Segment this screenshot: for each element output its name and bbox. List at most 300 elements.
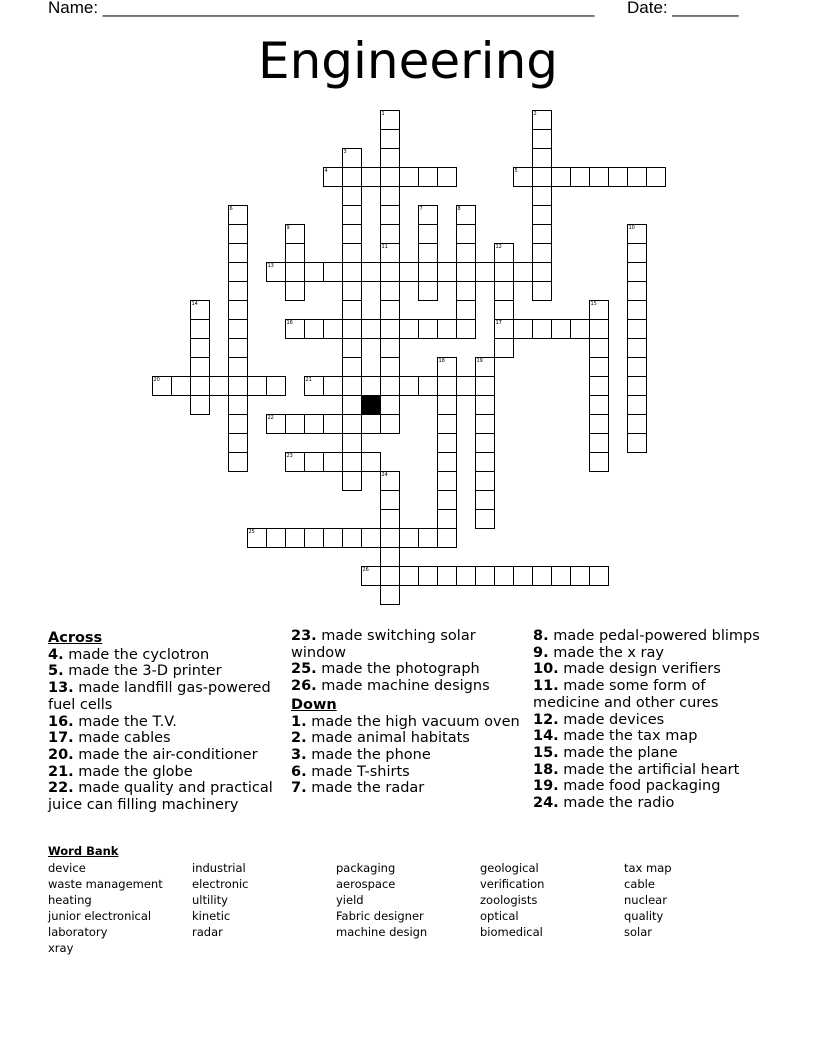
crossword-cell[interactable] (342, 167, 362, 187)
crossword-cell[interactable] (228, 300, 248, 320)
clue-number: 18 (438, 357, 445, 364)
clue-text: made quality and practical juice can filling machinery (48, 780, 273, 814)
crossword-cell[interactable] (190, 338, 210, 358)
crossword-cell[interactable] (228, 414, 248, 434)
crossword-cell[interactable] (323, 452, 343, 472)
crossword-cell[interactable] (380, 395, 400, 415)
clue-number-label: 21. (48, 763, 74, 780)
crossword-cell[interactable] (361, 452, 381, 472)
crossword-cell[interactable] (228, 452, 248, 472)
crossword-cell[interactable] (437, 471, 457, 491)
clue-item (48, 730, 288, 747)
crossword-cell[interactable] (247, 376, 267, 396)
crossword-cell[interactable] (266, 376, 286, 396)
crossword-cell[interactable] (494, 300, 514, 320)
crossword-cell[interactable] (475, 376, 495, 396)
crossword-cell[interactable] (190, 300, 210, 320)
crossword-cell[interactable] (380, 319, 400, 339)
crossword-cell[interactable] (418, 262, 438, 282)
crossword-cell[interactable] (228, 243, 248, 263)
clue-number-label: 17. (48, 730, 74, 747)
crossword-cell[interactable] (361, 528, 381, 548)
crossword-cell[interactable] (418, 528, 438, 548)
crossword-cell[interactable] (190, 319, 210, 339)
clue-item (533, 712, 773, 729)
crossword-cell[interactable] (228, 395, 248, 415)
crossword-cell[interactable] (456, 281, 476, 301)
crossword-cell[interactable] (494, 243, 514, 263)
crossword-cell[interactable] (342, 376, 362, 396)
crossword-cell[interactable] (437, 319, 457, 339)
clue-number: 8 (457, 205, 461, 212)
clue-text: made T-shirts (306, 763, 410, 780)
crossword-cell[interactable] (285, 452, 305, 472)
crossword-cell[interactable] (228, 433, 248, 453)
crossword-cell[interactable] (475, 509, 495, 529)
crossword-cell[interactable] (437, 509, 457, 529)
clue-number-label: 23. (291, 628, 317, 644)
crossword-cell[interactable] (380, 414, 400, 434)
crossword-cell[interactable] (380, 585, 400, 605)
crossword-cell[interactable] (418, 167, 438, 187)
word-bank-item: verification (480, 877, 545, 891)
crossword-cell[interactable] (627, 300, 647, 320)
clue-item (291, 628, 531, 661)
crossword-cell[interactable] (494, 566, 514, 586)
crossword-cell[interactable] (475, 395, 495, 415)
word-bank-column (48, 860, 188, 956)
word-bank-item: Fabric designer (336, 909, 424, 923)
word-bank-item: zoologists (480, 893, 538, 907)
clue-number-label: 16. (48, 713, 74, 730)
word-bank-column (192, 860, 332, 940)
word-bank-item: electronic (192, 877, 249, 891)
crossword-cell[interactable] (304, 319, 324, 339)
crossword-cell[interactable] (342, 319, 362, 339)
crossword-cell[interactable] (361, 414, 381, 434)
crossword-cell[interactable] (380, 547, 400, 567)
crossword-cell[interactable] (589, 319, 609, 339)
clue-item (48, 780, 288, 813)
crossword-cell[interactable] (285, 319, 305, 339)
crossword-cell[interactable] (380, 490, 400, 510)
crossword-cell[interactable] (342, 414, 362, 434)
crossword-cell[interactable] (342, 433, 362, 453)
crossword-cell[interactable] (228, 338, 248, 358)
crossword-cell[interactable] (532, 129, 552, 149)
clue-text: made the T.V. (73, 713, 177, 730)
crossword-cell[interactable] (380, 110, 400, 130)
word-bank-item: solar (624, 925, 652, 939)
crossword-cell[interactable] (532, 262, 552, 282)
crossword-cell[interactable] (627, 319, 647, 339)
crossword-cell[interactable] (627, 338, 647, 358)
clue-text: made the radar (306, 780, 425, 797)
crossword-cell[interactable] (380, 471, 400, 491)
crossword-cell[interactable] (285, 528, 305, 548)
word-bank-item: device (48, 861, 86, 875)
crossword-cell[interactable] (380, 262, 400, 282)
crossword-cell[interactable] (342, 300, 362, 320)
crossword-cell[interactable] (380, 300, 400, 320)
crossword-cell[interactable] (418, 281, 438, 301)
crossword-cell[interactable] (437, 490, 457, 510)
word-bank-item: kinetic (192, 909, 231, 923)
clue-text: made the radio (558, 795, 675, 812)
crossword-cell[interactable] (532, 243, 552, 263)
crossword-cell[interactable] (627, 243, 647, 263)
crossword-cell[interactable] (532, 148, 552, 168)
crossword-cell[interactable] (342, 205, 362, 225)
clue-number: 19 (476, 357, 483, 364)
crossword-cell[interactable] (513, 167, 533, 187)
crossword-cell[interactable] (304, 376, 324, 396)
crossword-cell[interactable] (456, 224, 476, 244)
clue-number-label: 10. (533, 661, 559, 678)
crossword-cell[interactable] (437, 452, 457, 472)
clue-number-label: 5. (48, 663, 64, 680)
crossword-cell[interactable] (532, 205, 552, 225)
crossword-cell[interactable] (342, 243, 362, 263)
clue-number: 16 (286, 319, 293, 326)
clue-text: made devices (558, 711, 665, 728)
clue-number: 12 (495, 243, 502, 250)
crossword-cell[interactable] (380, 509, 400, 529)
crossword-cell[interactable] (266, 414, 286, 434)
crossword-cell[interactable] (456, 205, 476, 225)
crossword-cell[interactable] (285, 224, 305, 244)
crossword-cell[interactable] (228, 357, 248, 377)
clue-item (48, 663, 288, 680)
word-bank-item: laboratory (48, 925, 108, 939)
word-bank-item: aerospace (336, 877, 396, 891)
clue-item (533, 762, 773, 779)
clue-number-label: 1. (291, 713, 307, 730)
crossword-cell[interactable] (532, 186, 552, 206)
clue-number: 21 (305, 376, 312, 383)
crossword-cell[interactable] (399, 376, 419, 396)
crossword-cell[interactable] (304, 528, 324, 548)
crossword-cell[interactable] (646, 167, 666, 187)
crossword-cell[interactable] (228, 262, 248, 282)
word-bank-column (336, 860, 476, 940)
crossword-cell[interactable] (399, 566, 419, 586)
clue-number: 15 (590, 300, 597, 307)
crossword-cell[interactable] (342, 148, 362, 168)
crossword-cell[interactable] (418, 243, 438, 263)
clue-text: made pedal-powered blimps (548, 628, 760, 644)
crossword-cell[interactable] (532, 319, 552, 339)
clue-item (533, 745, 773, 762)
clue-number: 7 (419, 205, 423, 212)
crossword-cell[interactable] (418, 566, 438, 586)
crossword-cell[interactable] (456, 300, 476, 320)
crossword-cell[interactable] (285, 243, 305, 263)
black-cell (361, 395, 381, 415)
crossword-cell[interactable] (456, 566, 476, 586)
crossword-cell[interactable] (589, 452, 609, 472)
crossword-cell[interactable] (323, 528, 343, 548)
crossword-cell[interactable] (323, 376, 343, 396)
word-bank-item: ultility (192, 893, 228, 907)
crossword-cell[interactable] (513, 319, 533, 339)
crossword-cell[interactable] (418, 376, 438, 396)
crossword-cell[interactable] (494, 262, 514, 282)
crossword-cell[interactable] (437, 566, 457, 586)
crossword-cell[interactable] (437, 395, 457, 415)
crossword-cell[interactable] (532, 167, 552, 187)
crossword-cell[interactable] (475, 262, 495, 282)
crossword-cell[interactable] (627, 376, 647, 396)
section-heading: Across (48, 630, 103, 646)
crossword-cell[interactable] (418, 319, 438, 339)
crossword-cell[interactable] (475, 490, 495, 510)
crossword-cell[interactable] (190, 395, 210, 415)
crossword-cell[interactable] (228, 224, 248, 244)
clue-number: 23 (286, 452, 293, 459)
word-bank-item: biomedical (480, 925, 543, 939)
crossword-cell[interactable] (513, 262, 533, 282)
crossword-cell[interactable] (589, 433, 609, 453)
crossword-cell[interactable] (190, 357, 210, 377)
crossword-cell[interactable] (627, 224, 647, 244)
crossword-cell[interactable] (342, 395, 362, 415)
crossword-cell[interactable] (304, 262, 324, 282)
crossword-cell[interactable] (418, 205, 438, 225)
crossword-cell[interactable] (532, 566, 552, 586)
clue-item (48, 680, 288, 713)
crossword-cell[interactable] (399, 528, 419, 548)
clue-item (533, 728, 773, 745)
crossword-cell[interactable] (228, 281, 248, 301)
crossword-cell[interactable] (228, 205, 248, 225)
crossword-cell[interactable] (342, 528, 362, 548)
clue-number: 3 (343, 148, 347, 155)
crossword-cell[interactable] (380, 186, 400, 206)
clue-number: 5 (514, 167, 518, 174)
crossword-cell[interactable] (551, 566, 571, 586)
crossword-cell[interactable] (532, 224, 552, 244)
clue-text: made landfill gas-powered fuel cells (48, 680, 271, 713)
crossword-cell[interactable] (513, 566, 533, 586)
crossword-cell[interactable] (209, 376, 229, 396)
clue-number-label: 24. (533, 795, 559, 812)
crossword-cell[interactable] (380, 129, 400, 149)
crossword-cell[interactable] (380, 338, 400, 358)
clue-item (291, 764, 531, 781)
word-bank-item: packaging (336, 861, 396, 875)
crossword-cell[interactable] (437, 414, 457, 434)
crossword-cell[interactable] (380, 528, 400, 548)
crossword-cell[interactable] (551, 319, 571, 339)
crossword-cell[interactable] (589, 357, 609, 377)
crossword-cell[interactable] (570, 167, 590, 187)
crossword-cell[interactable] (437, 433, 457, 453)
crossword-cell[interactable] (589, 414, 609, 434)
crossword-cell[interactable] (190, 376, 210, 396)
crossword-cell[interactable] (152, 376, 172, 396)
crossword-cell[interactable] (380, 243, 400, 263)
crossword-cell[interactable] (380, 224, 400, 244)
clue-number: 6 (229, 205, 233, 212)
crossword-cell[interactable] (570, 319, 590, 339)
crossword-cell[interactable] (627, 357, 647, 377)
crossword-cell[interactable] (627, 167, 647, 187)
crossword-cell[interactable] (342, 357, 362, 377)
crossword-cell[interactable] (532, 281, 552, 301)
word-bank-item: quality (624, 909, 664, 923)
crossword-cell[interactable] (323, 167, 343, 187)
word-bank-item: radar (192, 925, 223, 939)
name-field-label: Name: ____________________________________________________ (48, 0, 595, 17)
crossword-cell[interactable] (494, 281, 514, 301)
crossword-cell[interactable] (361, 319, 381, 339)
crossword-cell[interactable] (475, 452, 495, 472)
clue-number-label: 14. (533, 728, 559, 745)
clue-number: 4 (324, 167, 328, 174)
clue-item (291, 747, 531, 764)
crossword-cell[interactable] (228, 376, 248, 396)
crossword-cell[interactable] (456, 319, 476, 339)
clue-item (291, 780, 531, 797)
crossword-cell[interactable] (437, 262, 457, 282)
clue-text: made animal habitats (306, 730, 470, 747)
crossword-cell[interactable] (380, 376, 400, 396)
crossword-cell[interactable] (627, 433, 647, 453)
word-bank-item: optical (480, 909, 519, 923)
clue-number-label: 20. (48, 746, 74, 763)
crossword-cell[interactable] (589, 338, 609, 358)
crossword-cell[interactable] (361, 167, 381, 187)
page-title: Engineering (258, 32, 558, 90)
crossword-cell[interactable] (361, 376, 381, 396)
crossword-cell[interactable] (589, 300, 609, 320)
crossword-cell[interactable] (570, 566, 590, 586)
clue-number-label: 19. (533, 778, 559, 795)
clue-number-label: 25. (291, 661, 317, 678)
crossword-cell[interactable] (361, 566, 381, 586)
word-bank-column (480, 860, 620, 940)
clue-number-label: 7. (291, 780, 307, 797)
word-bank-item: waste management (48, 877, 163, 891)
crossword-cell[interactable] (437, 376, 457, 396)
crossword-cell[interactable] (285, 262, 305, 282)
crossword-cell[interactable] (380, 148, 400, 168)
crossword-cell[interactable] (475, 471, 495, 491)
clue-text: made the cyclotron (63, 646, 210, 663)
crossword-cell[interactable] (171, 376, 191, 396)
crossword-cell[interactable] (456, 376, 476, 396)
crossword-cell[interactable] (304, 452, 324, 472)
word-bank-item: geological (480, 861, 539, 875)
clue-text: made design verifiers (558, 661, 721, 678)
crossword-cell[interactable] (342, 452, 362, 472)
crossword-cell[interactable] (342, 262, 362, 282)
crossword-cell[interactable] (342, 224, 362, 244)
clue-item (533, 628, 773, 645)
clue-column-3 (533, 628, 773, 812)
clue-number: 20 (153, 376, 160, 383)
crossword-cell[interactable] (380, 167, 400, 187)
crossword-cell[interactable] (380, 205, 400, 225)
crossword-cell[interactable] (342, 338, 362, 358)
clue-text: made food packaging (558, 778, 721, 795)
clue-number: 13 (267, 262, 274, 269)
crossword-cell[interactable] (380, 281, 400, 301)
crossword-cell[interactable] (627, 262, 647, 282)
clue-item (48, 764, 288, 781)
crossword-cell[interactable] (342, 281, 362, 301)
crossword-cell[interactable] (494, 338, 514, 358)
crossword-cell[interactable] (342, 186, 362, 206)
crossword-cell[interactable] (285, 281, 305, 301)
crossword-cell[interactable] (589, 395, 609, 415)
clue-number-label: 15. (533, 744, 559, 761)
crossword-cell[interactable] (627, 281, 647, 301)
crossword-cell[interactable] (475, 357, 495, 377)
clue-number: 10 (628, 224, 635, 231)
word-bank-item: yield (336, 893, 364, 907)
crossword-cell[interactable] (323, 319, 343, 339)
crossword-cell[interactable] (627, 395, 647, 415)
clue-number-label: 8. (533, 628, 549, 644)
crossword-cell[interactable] (323, 262, 343, 282)
clue-text: made cables (73, 730, 171, 747)
crossword-cell[interactable] (456, 262, 476, 282)
crossword-cell[interactable] (399, 262, 419, 282)
crossword-cell[interactable] (266, 262, 286, 282)
crossword-cell[interactable] (589, 566, 609, 586)
crossword-cell[interactable] (437, 167, 457, 187)
word-bank-item: tax map (624, 861, 672, 875)
clue-text: made the x ray (548, 644, 664, 661)
crossword-cell[interactable] (304, 414, 324, 434)
crossword-cell[interactable] (475, 433, 495, 453)
word-bank-item: industrial (192, 861, 246, 875)
clue-number-label: 4. (48, 646, 64, 663)
crossword-cell[interactable] (399, 167, 419, 187)
crossword-cell[interactable] (475, 414, 495, 434)
clue-item (533, 778, 773, 795)
crossword-cell[interactable] (437, 528, 457, 548)
crossword-cell[interactable] (266, 528, 286, 548)
crossword-cell[interactable] (456, 243, 476, 263)
clue-number: 17 (495, 319, 502, 326)
crossword-cell[interactable] (228, 319, 248, 339)
word-bank-item: xray (48, 941, 74, 955)
crossword-cell[interactable] (380, 357, 400, 377)
crossword-cell[interactable] (494, 319, 514, 339)
crossword-cell[interactable] (361, 262, 381, 282)
crossword-cell[interactable] (608, 167, 628, 187)
crossword-cell[interactable] (399, 319, 419, 339)
crossword-cell[interactable] (285, 414, 305, 434)
crossword-cell[interactable] (323, 414, 343, 434)
clue-text: made the plane (558, 744, 678, 761)
crossword-cell[interactable] (437, 357, 457, 377)
clue-number: 2 (533, 110, 537, 117)
crossword-cell[interactable] (475, 566, 495, 586)
crossword-cell[interactable] (532, 110, 552, 130)
crossword-cell[interactable] (589, 167, 609, 187)
crossword-cell[interactable] (627, 414, 647, 434)
crossword-cell[interactable] (247, 528, 267, 548)
crossword-cell[interactable] (380, 566, 400, 586)
crossword-cell[interactable] (551, 167, 571, 187)
crossword-cell[interactable] (342, 471, 362, 491)
crossword-cell[interactable] (589, 376, 609, 396)
crossword-cell[interactable] (418, 224, 438, 244)
